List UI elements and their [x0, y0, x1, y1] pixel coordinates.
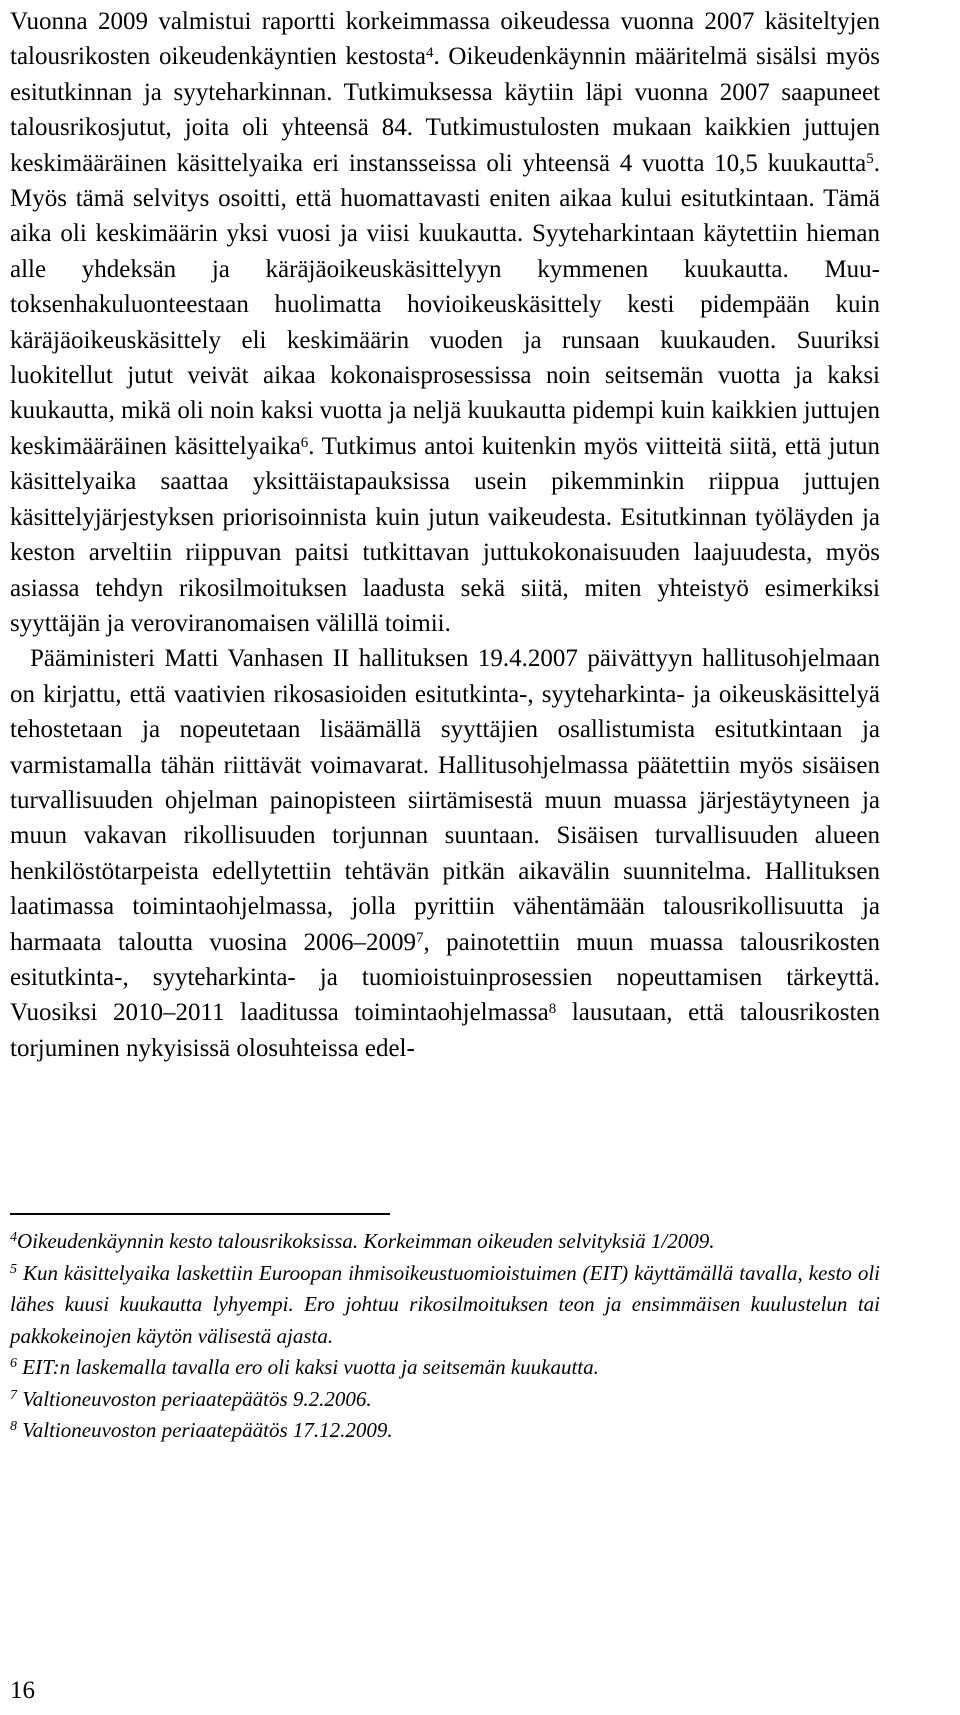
paragraph-1-text-d: . Tutkimus antoi kuitenkin myös viitteitä siitä, että jutun käsittelyaika saattaa yksittäistapauksissa usein pikemminkin riippua juttujen käsittelyjärjestyksen priorisoinnista kuin jutun vaikeudesta. Esitutkinnan työläyden ja keston arveltiin riippuvan paitsi tutkittavan juttukokonaisuuden laajuudesta, myös asiassa tehdyn rikosilmoituksen laadusta sekä siitä, miten yhteistyö esimerkiksi syyttäjän ja veroviranomaisen välillä toimii.: [10, 432, 881, 637]
paragraph-1-text-b: . Oikeudenkäynnin määritelmä sisälsi myös esitutkinnan ja syyteharkinnan. Tutkimuksessa käytiin läpi vuonna 2007 saapuneet talousrikosjutut, joita oli yhteensä 84. Tutkimustulosten mukaan kaikkien juttujen keskimääräinen käsittelyaika eri instansseissa oli yhteensä 4 vuotta 10,5 kuukautta: [10, 43, 881, 177]
footnote-text: Oikeudenkäynnin kesto talousrikoksissa. Korkeimman oikeuden selvityksiä 1/2009.: [17, 1229, 715, 1253]
paragraph-2-text-c: lausutaan, että talousrikosten torjuminen nykyisissä olosuhteissa edel-: [10, 999, 880, 1062]
footnote-number: 8: [10, 1419, 17, 1434]
footnote-number: 7: [10, 1387, 17, 1403]
paragraph-1-text-c: . Myös tämä selvitys osoitti, että huomattavasti eniten aikaa kului esitutkintaan. Tämä aika oli keskimäärin yksi vuosi ja viisi kuukautta. Syyteharkintaan käytettiin hieman alle yhdeksän ja käräjäoikeuskäsittelyyn kymmenen kuukautta. Muutoksenhakuluonteestaan huolimatta hovioikeuskäsittely kesti pidempään kuin käräjäoikeuskäsittely eli keskimäärin vuoden ja runsaan kuukauden. Suuriksi luokitellut jutut veivät aikaa kokonaisprosessissa noin seitsemän vuotta ja kaksi kuukautta, mikä oli noin kaksi vuotta ja neljä kuukautta pidempi kuin kaikkien juttujen keskimääräinen käsittelyaika: [10, 149, 880, 460]
paragraph-2-text-a: Pääministeri Matti Vanhasen II hallituksen 19.4.2007 päivättyyn hallitusohjelmaan on kirjattu, että vaativien rikosasioiden esitutkinta-, syyteharkinta- ja oikeuskäsittelyä tehostetaan ja nopeutetaan lisäämällä syyttäjien osallistumista esitutkintaan ja varmistamalla tähän riittävät voimavarat. Hallitusohjelmassa päätettiin myös sisäisen turvallisuuden ohjelman painopisteen siirtämisestä muun muassa järjestäytyneen ja muun vakavan rikollisuuden torjunnan suuntaan. Sisäisen turvallisuuden alueen henkilöstötarpeista edellytettiin tehtävän pitkän aikavälin suunnitelma. Hallituksen laatimassa toimintaohjelmassa, jolla pyrittiin vähentämään talousrikollisuutta ja harmaata taloutta vuosina 2006–2009: [10, 645, 880, 956]
footnote-6: [10, 1352, 880, 1384]
footnote-8: [10, 1415, 880, 1447]
footnote-text: Kun käsittelyaika laskettiin Euroopan ihmisoikeustuomioistuimen (EIT) käyttämällä tavalla, kesto oli lähes kuusi kuukautta lyhyempi. Ero johtuu rikosilmoituksen teon ja ensimmäisen kuulustelun tai pakkokeinojen käytön välisestä ajasta.: [10, 1260, 880, 1348]
body-text: [10, 4, 880, 1066]
footnote-ref-6[interactable]: 6: [300, 434, 309, 451]
footnote-text: Valtioneuvoston periaatepäätös 17.12.2009.: [17, 1418, 393, 1442]
footnote-ref-7[interactable]: 7: [416, 930, 424, 947]
page-number: 16: [10, 1677, 35, 1704]
footnote-ref-8[interactable]: 8: [548, 1001, 557, 1018]
paragraph-2-text-b: , painotettiin muun muassa talousrikosten esitutkinta-, syyteharkinta- ja tuomioistuinprosessien nopeuttamisen tärkeyttä. Vuosiksi 2010–2011 laaditussa toimintaohjelmassa: [10, 928, 880, 1027]
paragraph-1-text-a: Vuonna 2009 valmistui raportti korkeimmassa oikeudessa vuonna 2007 käsiteltyjen talousrikosten oikeudenkäyntien kestosta: [10, 8, 880, 71]
footnote-number: 4: [10, 1230, 17, 1245]
paragraph-1: [10, 4, 880, 641]
footnote-ref-5[interactable]: 5: [866, 151, 874, 168]
footnote-ref-4[interactable]: 4: [425, 45, 434, 62]
footnotes: [10, 1226, 880, 1447]
footnote-7: [10, 1384, 880, 1416]
footnote-4: [10, 1226, 880, 1258]
footnote-text: Valtioneuvoston periaatepäätös 9.2.2006.: [17, 1386, 372, 1411]
footnote-5: [10, 1258, 880, 1353]
footnote-text: EIT:n laskemalla tavalla ero oli kaksi vuotta ja seitsemän kuukautta.: [17, 1355, 599, 1379]
footnote-number: 6: [10, 1356, 17, 1371]
footnote-number: 5: [10, 1261, 17, 1277]
paragraph-2: [10, 641, 880, 1066]
footnote-separator: [10, 1213, 390, 1215]
